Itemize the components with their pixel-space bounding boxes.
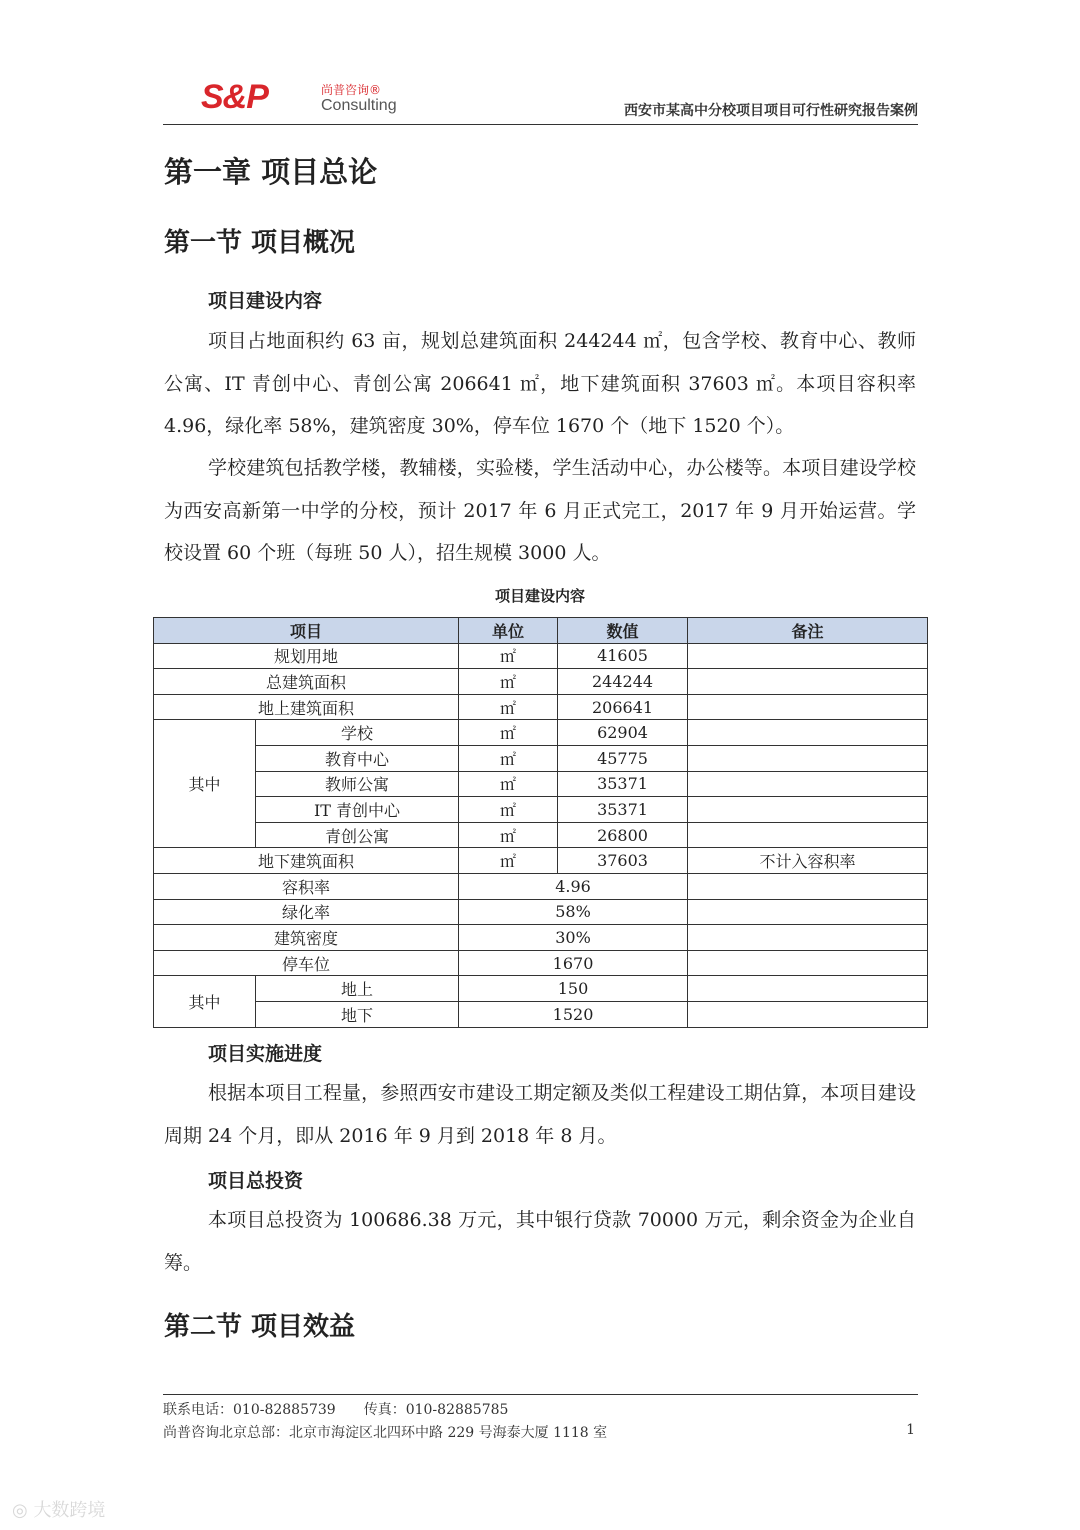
cell-value: 244244 — [558, 669, 688, 695]
table-row — [154, 822, 928, 848]
cell-unit: ㎡ — [459, 822, 558, 848]
cell-remark — [688, 976, 928, 1002]
footer-address: 尚普咨询北京总部：北京市海淀区北四环中路 229 号海泰大厦 1118 室 — [163, 1425, 608, 1441]
table-row — [154, 694, 928, 720]
cell-remark — [688, 771, 928, 797]
cell-remark — [688, 873, 928, 899]
section-title-benefits: 第二节 项目效益 — [164, 1312, 356, 1342]
cell-remark — [688, 1001, 928, 1027]
cell-value: 4.96 — [459, 873, 688, 899]
cell-remark — [688, 669, 928, 695]
table-row — [154, 873, 928, 899]
table-row — [154, 669, 928, 695]
table-row — [154, 643, 928, 669]
cell-value: 1670 — [459, 950, 688, 976]
report-title: 西安市某高中分校项目项目可行性研究报告案例 — [624, 103, 918, 119]
cell-remark — [688, 797, 928, 823]
table-row — [154, 899, 928, 925]
cell-value: 150 — [459, 976, 688, 1002]
table-row — [154, 925, 928, 951]
paragraph-investment: 本项目总投资为 100686.38 万元，其中银行贷款 70000 万元，剩余资金为企业自筹。 — [164, 1209, 916, 1274]
cell-value: 35371 — [558, 771, 688, 797]
cell-unit: ㎡ — [459, 745, 558, 771]
cell-value: 58% — [459, 899, 688, 925]
cell-value: 30% — [459, 925, 688, 951]
cell-item: 停车位 — [154, 950, 459, 976]
cell-unit: ㎡ — [459, 797, 558, 823]
header-item: 项目 — [154, 618, 459, 644]
page-footer — [163, 1394, 918, 1441]
cell-item: 总建筑面积 — [154, 669, 459, 695]
cell-item: 学校 — [256, 720, 459, 746]
paragraph-site-overview: 项目占地面积约 63 亩，规划总建筑面积 244244 ㎡，包含学校、教育中心、教师公寓、IT 青创中心、青创公寓 206641 ㎡，地下建筑面积 37603 ㎡。本项目容积率 4.96，绿化率 58%，建筑密度 30%，停车位 1670 个（地下 1520 个）。 — [164, 330, 916, 437]
watermark-text: 大数跨境 — [33, 1500, 106, 1521]
page-header — [163, 74, 918, 125]
table-row — [154, 976, 928, 1002]
group-label: 其中 — [154, 976, 256, 1027]
cell-remark — [688, 925, 928, 951]
cell-item: 绿化率 — [154, 899, 459, 925]
logo-english: Consulting — [321, 97, 397, 114]
watermark-icon: ◎ — [12, 1500, 34, 1521]
footer-contact: 联系电话：010-82885739 传真：010-82885785 — [163, 1402, 509, 1418]
header-value: 数值 — [558, 618, 688, 644]
table-row — [154, 720, 928, 746]
cell-remark — [688, 950, 928, 976]
cell-value: 1520 — [459, 1001, 688, 1027]
logo-chinese: 尚普咨询® — [321, 83, 382, 97]
cell-remark — [688, 694, 928, 720]
paragraph-schedule: 根据本项目工程量，参照西安市建设工期定额及类似工程建设工期估算，本项目建设周期 24 个月，即从 2016 年 9 月到 2018 年 8 月。 — [164, 1082, 916, 1147]
table-row — [154, 745, 928, 771]
table-row — [154, 950, 928, 976]
cell-value: 35371 — [558, 797, 688, 823]
table-header-row — [154, 618, 928, 644]
subsection-schedule: 项目实施进度 — [208, 1043, 323, 1065]
cell-item: IT 青创中心 — [256, 797, 459, 823]
section-title-overview: 第一节 项目概况 — [164, 228, 356, 258]
cell-remark — [688, 899, 928, 925]
subsection-construction-content: 项目建设内容 — [208, 290, 323, 312]
cell-value: 41605 — [558, 643, 688, 669]
cell-item: 建筑密度 — [154, 925, 459, 951]
cell-item: 地上建筑面积 — [154, 694, 459, 720]
cell-remark — [688, 720, 928, 746]
cell-unit: ㎡ — [459, 720, 558, 746]
group-label: 其中 — [154, 720, 256, 848]
cell-value: 206641 — [558, 694, 688, 720]
table-row — [154, 771, 928, 797]
cell-unit: ㎡ — [459, 848, 558, 874]
cell-remark: 不计入容积率 — [688, 848, 928, 874]
cell-item: 地下建筑面积 — [154, 848, 459, 874]
construction-content-table — [153, 617, 928, 1028]
cell-value: 37603 — [558, 848, 688, 874]
cell-unit: ㎡ — [459, 669, 558, 695]
table-row — [154, 797, 928, 823]
cell-item: 教育中心 — [256, 745, 459, 771]
header-remark: 备注 — [688, 618, 928, 644]
cell-remark — [688, 643, 928, 669]
table-caption: 项目建设内容 — [494, 587, 585, 605]
cell-value: 62904 — [558, 720, 688, 746]
table-row — [154, 848, 928, 874]
subsection-investment: 项目总投资 — [208, 1170, 304, 1192]
header-unit: 单位 — [459, 618, 558, 644]
cell-unit: ㎡ — [459, 694, 558, 720]
cell-remark — [688, 745, 928, 771]
logo-mark: S&P — [201, 78, 268, 116]
cell-value: 45775 — [558, 745, 688, 771]
paragraph-school-buildings: 学校建筑包括教学楼，教辅楼，实验楼，学生活动中心，办公楼等。本项目建设学校为西安高新第一中学的分校，预计 2017 年 6 月正式完工，2017 年 9 月开始运营。学校设置 60 个班（每班 50 人），招生规模 3000 人。 — [164, 457, 916, 564]
cell-item: 容积率 — [154, 873, 459, 899]
cell-item: 青创公寓 — [256, 822, 459, 848]
cell-item: 规划用地 — [154, 643, 459, 669]
cell-item: 地上 — [256, 976, 459, 1002]
cell-item: 教师公寓 — [256, 771, 459, 797]
cell-remark — [688, 822, 928, 848]
chapter-title: 第一章 项目总论 — [164, 155, 378, 189]
page-number: 1 — [906, 1422, 915, 1438]
table-row — [154, 1001, 928, 1027]
cell-item: 地下 — [256, 1001, 459, 1027]
company-logo — [201, 78, 397, 117]
watermark — [12, 1496, 105, 1522]
cell-unit: ㎡ — [459, 771, 558, 797]
cell-unit: ㎡ — [459, 643, 558, 669]
cell-value: 26800 — [558, 822, 688, 848]
